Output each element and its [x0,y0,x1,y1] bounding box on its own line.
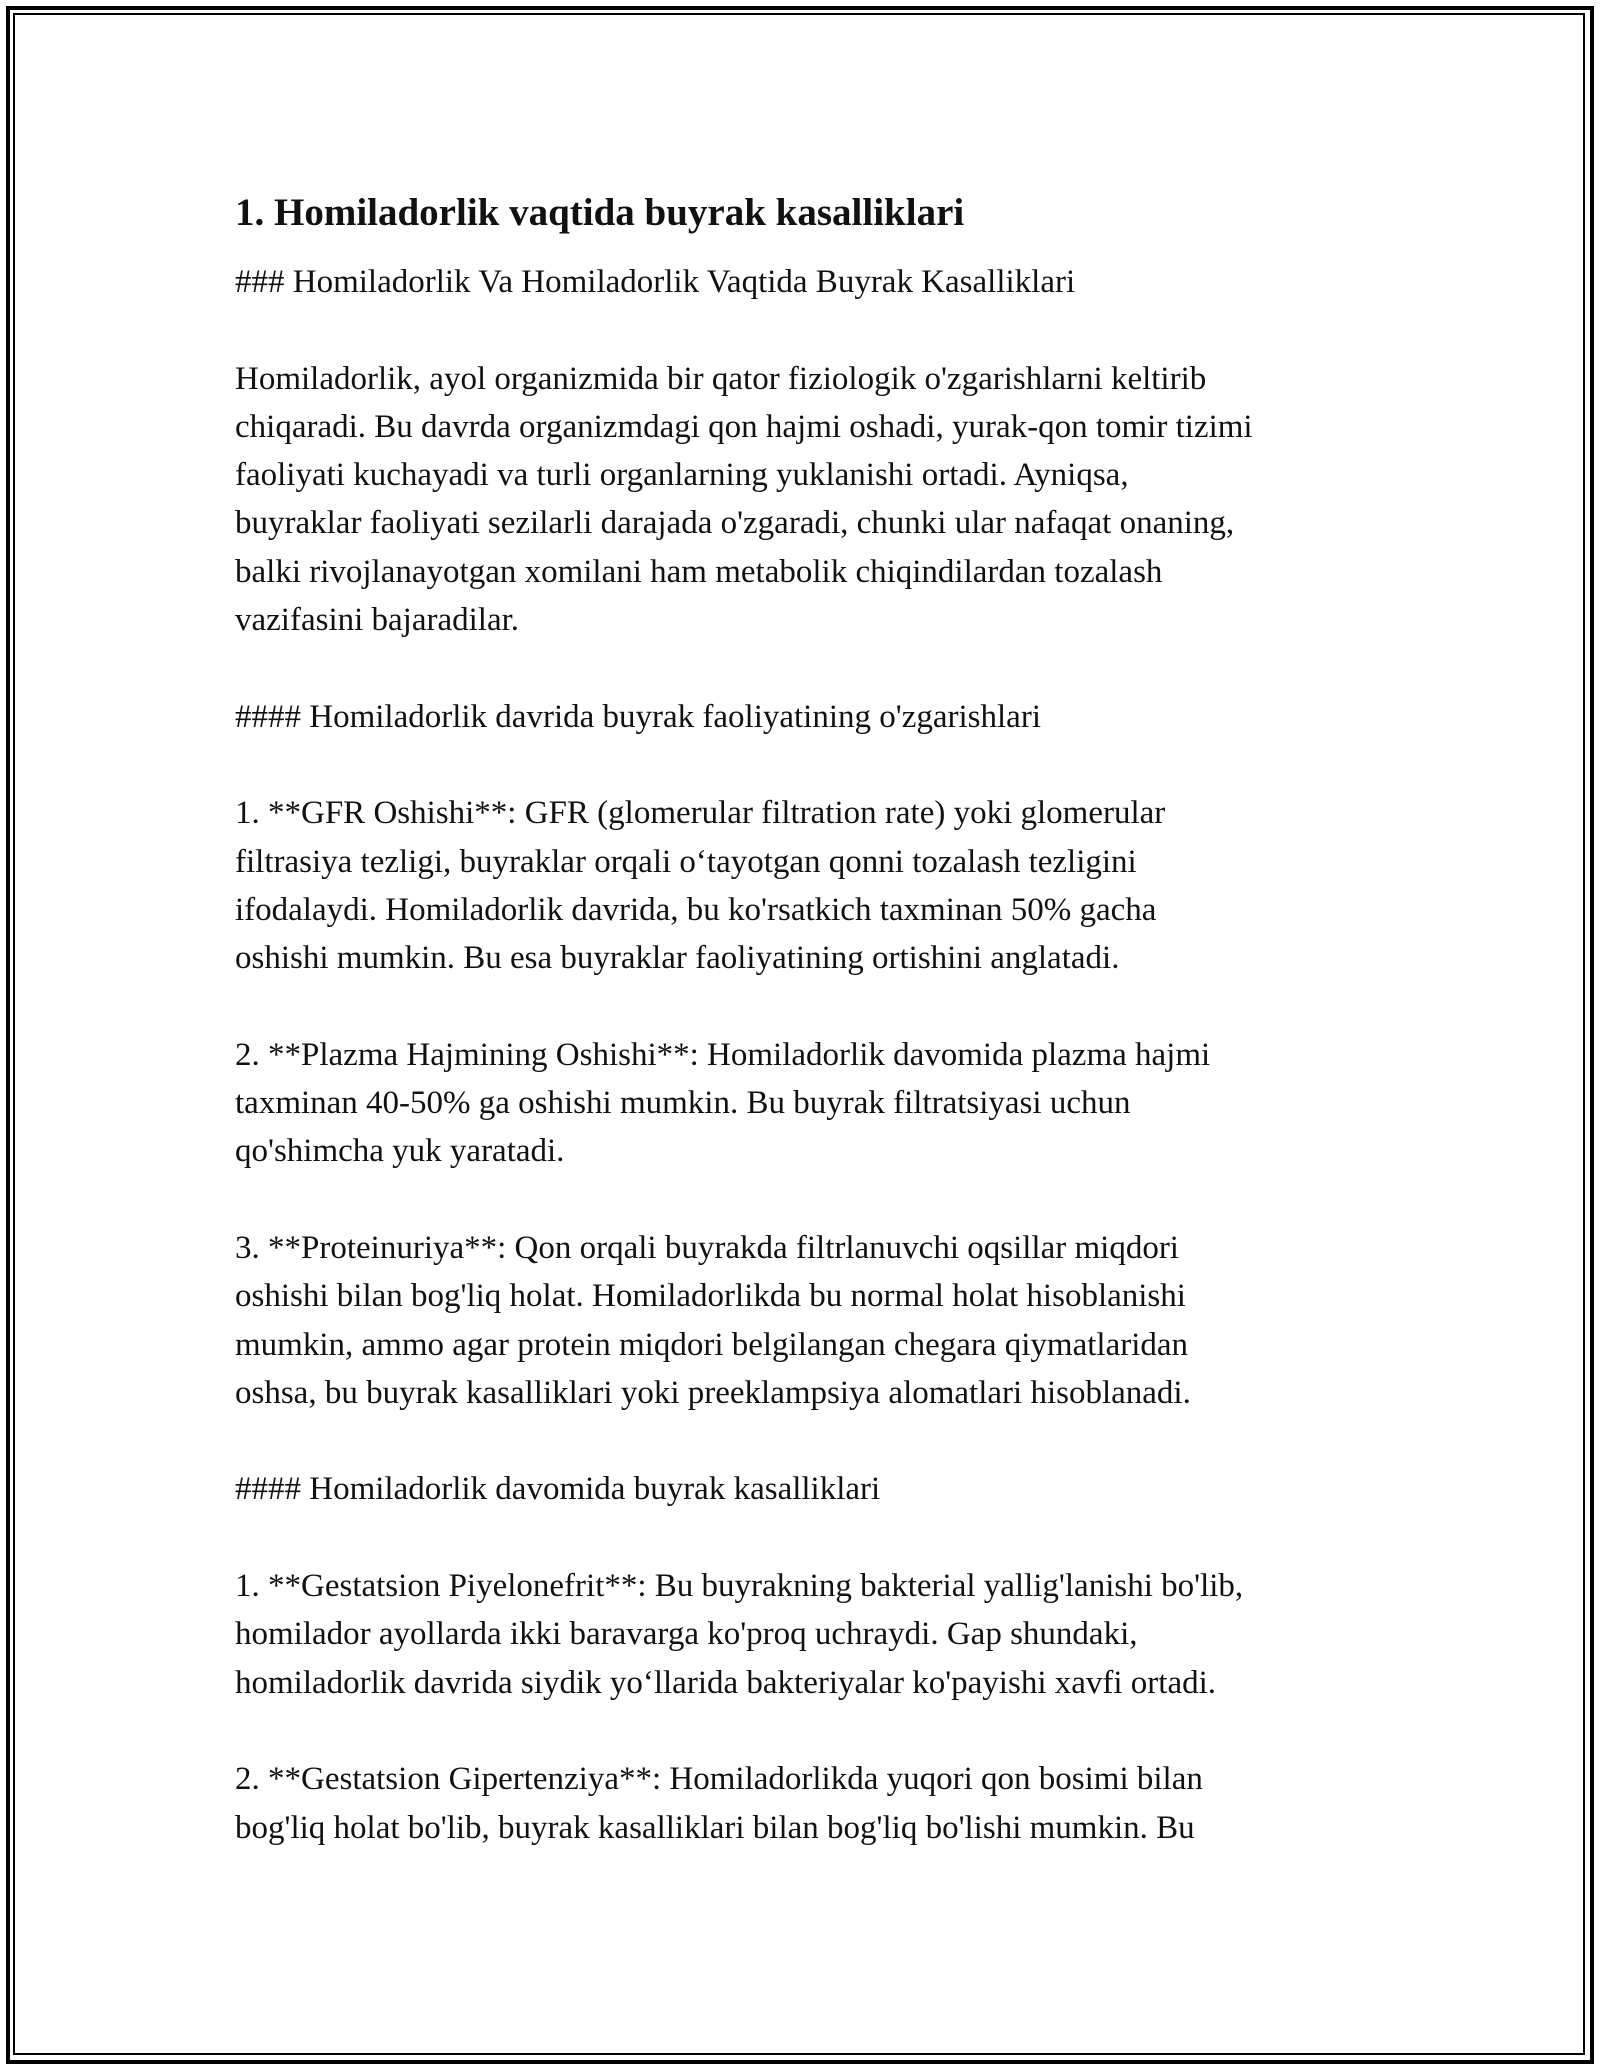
section-heading-paragraph [235,1465,1385,1513]
text-line: ifodalaydi. Homiladorlik davrida, bu ko'rsatkich taxminan 50% gacha [235,891,1157,928]
text-line: 2. **Gestatsion Gipertenziya**: Homiladorlikda yuqori qon bosimi bilan [235,1761,1203,1798]
text-line: filtrasiya tezligi, buyraklar orqali o‘tayotgan qonni tozalash tezligini [235,843,1137,880]
text-line: vazifasini bajaradilar. [235,602,520,639]
document-body [235,188,1385,1900]
text-line: homilador ayollarda ikki baravarga ko'proq uchraydi. Gap shundaki, [235,1616,1138,1653]
list-item-gfr [235,789,1385,982]
subtitle-paragraph [235,258,1385,306]
text-line: 3. **Proteinuriya**: Qon orqali buyrakda filtrlanuvchi oqsillar miqdori [235,1229,1179,1266]
text-line: 1. **Gestatsion Piyelonefrit**: Bu buyrakning bakterial yallig'lanishi bo'lib, [235,1568,1244,1605]
section-heading: #### Homiladorlik davomida buyrak kasalliklari [235,1471,881,1508]
text-line: 2. **Plazma Hajmining Oshishi**: Homiladorlik davomida plazma hajmi [235,1036,1211,1073]
text-line: bog'liq holat bo'lib, buyrak kasalliklari bilan bog'liq bo'lishi mumkin. Bu [235,1809,1195,1846]
text-line: oshishi mumkin. Bu esa buyraklar faoliyatining ortishini anglatadi. [235,940,1120,977]
text-line: oshishi bilan bog'liq holat. Homiladorlikda bu normal holat hisoblanishi [235,1278,1186,1315]
section-heading-paragraph [235,693,1385,741]
document-title: 1. Homiladorlik vaqtida buyrak kasalliklari [235,191,965,234]
text-line: oshsa, bu buyrak kasalliklari yoki preeklampsiya alomatlari hisoblanadi. [235,1374,1191,1411]
text-line: balki rivojlanayotgan xomilani ham metabolik chiqindilardan tozalash [235,553,1163,590]
text-line: mumkin, ammo agar protein miqdori belgilangan chegara qiymatlaridan [235,1326,1189,1363]
list-item-pyelonephritis [235,1562,1385,1707]
list-item-proteinuria [235,1224,1385,1417]
text-line: qo'shimcha yuk yaratadi. [235,1133,565,1170]
subtitle-heading: ### Homiladorlik Va Homiladorlik Vaqtida Buyrak Kasalliklari [235,264,1076,300]
text-line: chiqaradi. Bu davrda organizmdagi qon hajmi oshadi, yurak-qon tomir tizimi [235,408,1253,445]
text-line: homiladorlik davrida siydik yo‘llarida bakteriyalar ko'payishi xavfi ortadi. [235,1664,1217,1701]
text-line: Homiladorlik, ayol organizmida bir qator fiziologik o'zgarishlarni keltirib [235,360,1207,397]
text-line: 1. **GFR Oshishi**: GFR (glomerular filtration rate) yoki glomerular [235,795,1166,832]
text-line: taxminan 40-50% ga oshishi mumkin. Bu buyrak filtratsiyasi uchun [235,1085,1131,1122]
list-item-hypertension [235,1755,1385,1852]
intro-paragraph [235,355,1385,645]
text-line: faoliyati kuchayadi va turli organlarning yuklanishi ortadi. Ayniqsa, [235,457,1129,494]
section-heading: #### Homiladorlik davrida buyrak faoliyatining o'zgarishlari [235,698,1041,735]
list-item-plasma [235,1031,1385,1176]
text-line: buyraklar faoliyati sezilarli darajada o'zgaradi, chunki ular nafaqat onaning, [235,505,1235,542]
